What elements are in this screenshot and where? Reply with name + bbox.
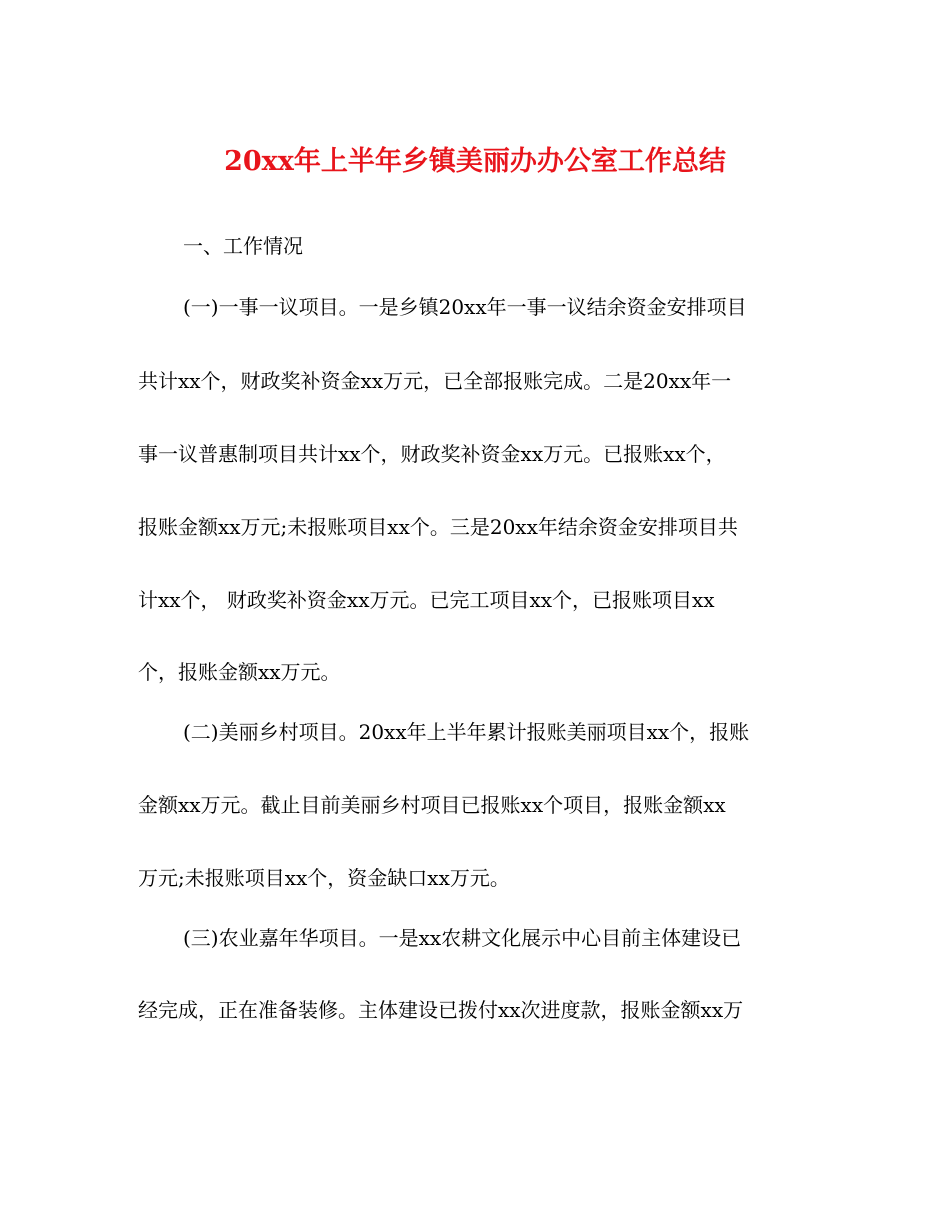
paragraph-line: 经完成，正在准备装修。主体建设已拨付xx次进度款，报账金额xx万 (138, 998, 744, 1022)
section-heading: 一、工作情况 (183, 234, 303, 258)
paragraph-line: 计xx个， 财政奖补资金xx万元。已完工项目xx个，已报账项目xx (138, 588, 715, 612)
paragraph-line: 万元;未报账项目xx个，资金缺口xx万元。 (138, 866, 510, 890)
paragraph-line: 个，报账金额xx万元。 (138, 660, 341, 684)
document-title: 20xx年上半年乡镇美丽办办公室工作总结 (224, 146, 726, 177)
paragraph-line: 报账金额xx万元;未报账项目xx个。三是20xx年结余资金安排项目共 (138, 515, 738, 539)
paragraph-line: (三)农业嘉年华项目。一是xx农耕文化展示中心目前主体建设已 (183, 926, 742, 950)
paragraph-line: 共计xx个，财政奖补资金xx万元，已全部报账完成。二是20xx年一 (138, 369, 732, 393)
paragraph-line: 金额xx万元。截止目前美丽乡村项目已报账xx个项目，报账金额xx (138, 793, 726, 817)
paragraph-line: (一)一事一议项目。一是乡镇20xx年一事一议结余资金安排项目 (183, 295, 747, 319)
paragraph-line: (二)美丽乡村项目。20xx年上半年累计报账美丽项目xx个，报账 (183, 720, 750, 744)
paragraph-line: 事一议普惠制项目共计xx个，财政奖补资金xx万元。已报账xx个， (138, 442, 726, 466)
